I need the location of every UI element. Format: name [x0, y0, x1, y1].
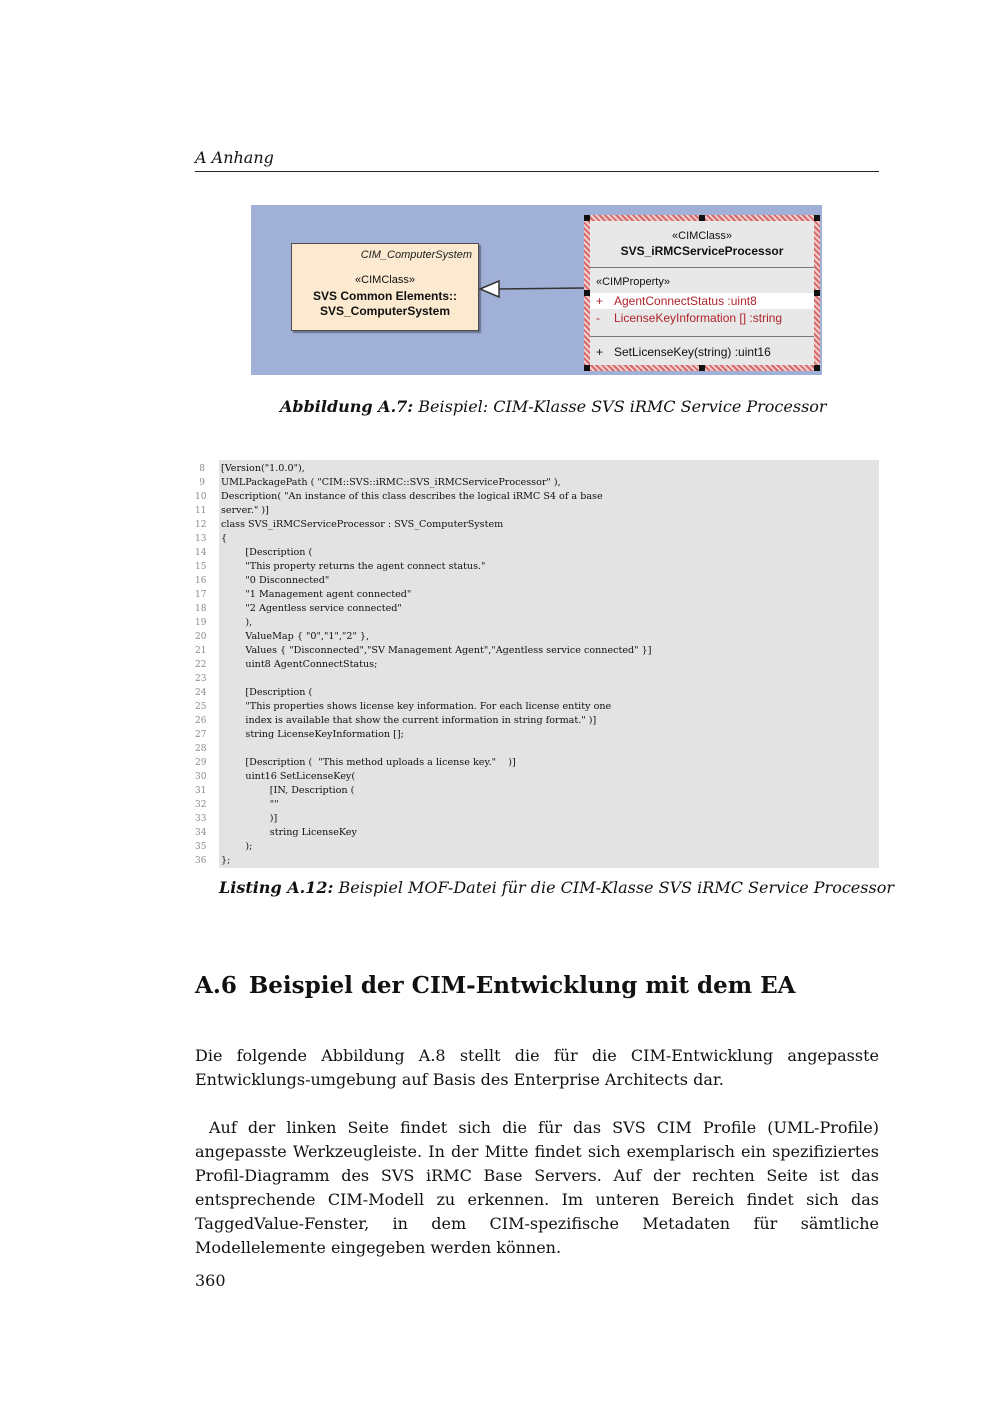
code-text: [Version("1.0.0"), [221, 463, 305, 474]
generalization-arrow [479, 275, 589, 305]
line-number: 27 [195, 730, 207, 740]
code-text: [Description ( [221, 547, 313, 558]
code-text: "2 Agentless service connected" [221, 603, 402, 614]
code-text: }; [221, 855, 231, 866]
property-row [590, 310, 814, 326]
line-number: 8 [199, 464, 205, 474]
operation-text: SetLicenseKey(string) :uint16 [614, 345, 771, 359]
line-number: 22 [195, 660, 207, 670]
line-number: 26 [195, 716, 207, 726]
selection-handle [814, 215, 820, 221]
visibility-marker: + [596, 345, 604, 359]
line-number: 31 [195, 786, 207, 796]
selection-handle [699, 215, 705, 221]
listing-caption [219, 878, 894, 897]
line-number: 18 [195, 604, 207, 614]
selection-handle [584, 215, 590, 221]
line-number: 36 [195, 856, 207, 866]
line-number: 10 [195, 492, 207, 502]
code-text: { [221, 533, 228, 544]
section-number: A.6 [195, 972, 237, 999]
line-number: 25 [195, 702, 207, 712]
paragraph: Auf der linken Seite findet sich die für das SVS CIM Profile (UML-Profile) angepasste Werkzeugleiste. In der Mitte findet sich exemplarisch ein spezifiziertes Profil-Diagramm des SVS iRMC Base Servers. Auf der rechten Seite ist das entsprechende CIM-Modell zu erkennen. Im unteren Bereich findet sich das TaggedValue-Fenster, in dem CIM-spezifische Metadaten für sämtliche Modellelemente eingegeben werden können. [195, 1118, 879, 1257]
selection-handle [814, 365, 820, 371]
code-text: "This property returns the agent connect status." [221, 561, 486, 572]
property-compartment [590, 268, 814, 337]
listing-caption-label: Listing A.12: [219, 878, 334, 897]
parent-class-label: CIM_ComputerSystem [360, 249, 472, 261]
code-text: "0 Disconnected" [221, 575, 330, 586]
class-name-line1: SVS Common Elements:: [312, 289, 458, 303]
class-name-line2: SVS_ComputerSystem [319, 304, 451, 318]
line-number: 23 [195, 674, 207, 684]
line-number: 11 [195, 506, 207, 516]
code-text: "This properties shows license key information. For each license entity one [221, 701, 612, 712]
property-stereotype: «CIMProperty» [596, 276, 670, 288]
paragraph: Die folgende Abbildung A.8 stellt die für die CIM-Entwicklung angepasste Entwicklungs-umgebung auf Basis des Enterprise Architects dar. [195, 1046, 879, 1089]
section-title: Beispiel der CIM-Entwicklung mit dem EA [248, 972, 796, 999]
code-text: "" [221, 799, 279, 810]
class-svs-computersystem [291, 243, 479, 331]
stereotype-label: «CIMClass» [672, 230, 732, 242]
selection-handle [699, 365, 705, 371]
code-text: string LicenseKeyInformation []; [221, 729, 404, 740]
line-number: 12 [195, 520, 207, 530]
line-number: 30 [195, 772, 207, 782]
code-text: ); [221, 841, 253, 852]
line-number: 21 [195, 646, 207, 656]
line-number: 17 [195, 590, 207, 600]
line-number: 20 [195, 632, 207, 642]
code-text: class SVS_iRMCServiceProcessor : SVS_ComputerSystem [221, 519, 504, 530]
code-text: Values { "Disconnected","SV Management Agent","Agentless service connected" }] [221, 645, 652, 656]
uml-figure [251, 205, 822, 375]
code-text: UMLPackagePath ( "CIM::SVS::iRMC::SVS_iRMCServiceProcessor" ), [221, 477, 561, 488]
stereotype-label: «CIMClass» [355, 274, 415, 286]
property-text: AgentConnectStatus :uint8 [614, 294, 757, 308]
selection-handle [584, 290, 590, 296]
selection-handle [814, 290, 820, 296]
line-number: 13 [195, 534, 207, 544]
code-text: string LicenseKey [221, 827, 357, 838]
class-svs-irmcserviceprocessor [584, 215, 820, 371]
page-number: 360 [195, 1271, 226, 1290]
line-number: 15 [195, 562, 207, 572]
line-number: 9 [199, 478, 205, 488]
visibility-marker: + [596, 294, 604, 308]
line-number: 16 [195, 576, 207, 586]
code-text: )] [221, 813, 278, 824]
class-header [590, 221, 814, 268]
code-text: index is available that show the current information in string format." )] [221, 715, 597, 726]
code-text: "1 Management agent connected" [221, 589, 412, 600]
running-head: A Anhang [195, 148, 879, 172]
figure-caption-text: Beispiel: CIM-Klasse SVS iRMC Service Processor [413, 397, 827, 416]
code-text: [Description ( "This method uploads a license key." )] [221, 757, 516, 768]
code-text: ), [221, 617, 253, 628]
code-text: [Description ( [221, 687, 313, 698]
code-text: [IN, Description ( [221, 785, 355, 796]
code-text: uint16 SetLicenseKey( [221, 771, 356, 782]
property-text: LicenseKeyInformation [] :string [614, 311, 783, 325]
code-text: Description( "An instance of this class describes the logical iRMC S4 of a base [221, 491, 603, 502]
line-number: 24 [195, 688, 207, 698]
code-text: server." )] [221, 505, 269, 516]
code-text: ValueMap { "0","1","2" }, [221, 631, 370, 642]
code-text: uint8 AgentConnectStatus; [221, 659, 378, 670]
code-listing [195, 460, 879, 868]
visibility-marker: - [596, 311, 600, 325]
line-number: 14 [195, 548, 207, 558]
class-name: SVS_iRMCServiceProcessor [620, 244, 784, 258]
line-number: 32 [195, 800, 207, 810]
line-number: 34 [195, 828, 207, 838]
operation-row [596, 345, 771, 359]
line-number: 28 [195, 744, 207, 754]
line-number: 19 [195, 618, 207, 628]
selection-handle [584, 365, 590, 371]
line-number: 35 [195, 842, 207, 852]
figure-caption-label: Abbildung A.7: [280, 397, 414, 416]
line-number: 33 [195, 814, 207, 824]
property-row [590, 293, 814, 309]
line-number: 29 [195, 758, 207, 768]
figure-caption [280, 397, 827, 416]
section-heading [195, 972, 796, 999]
listing-caption-text: Beispiel MOF-Datei für die CIM-Klasse SVS iRMC Service Processor [333, 878, 894, 897]
